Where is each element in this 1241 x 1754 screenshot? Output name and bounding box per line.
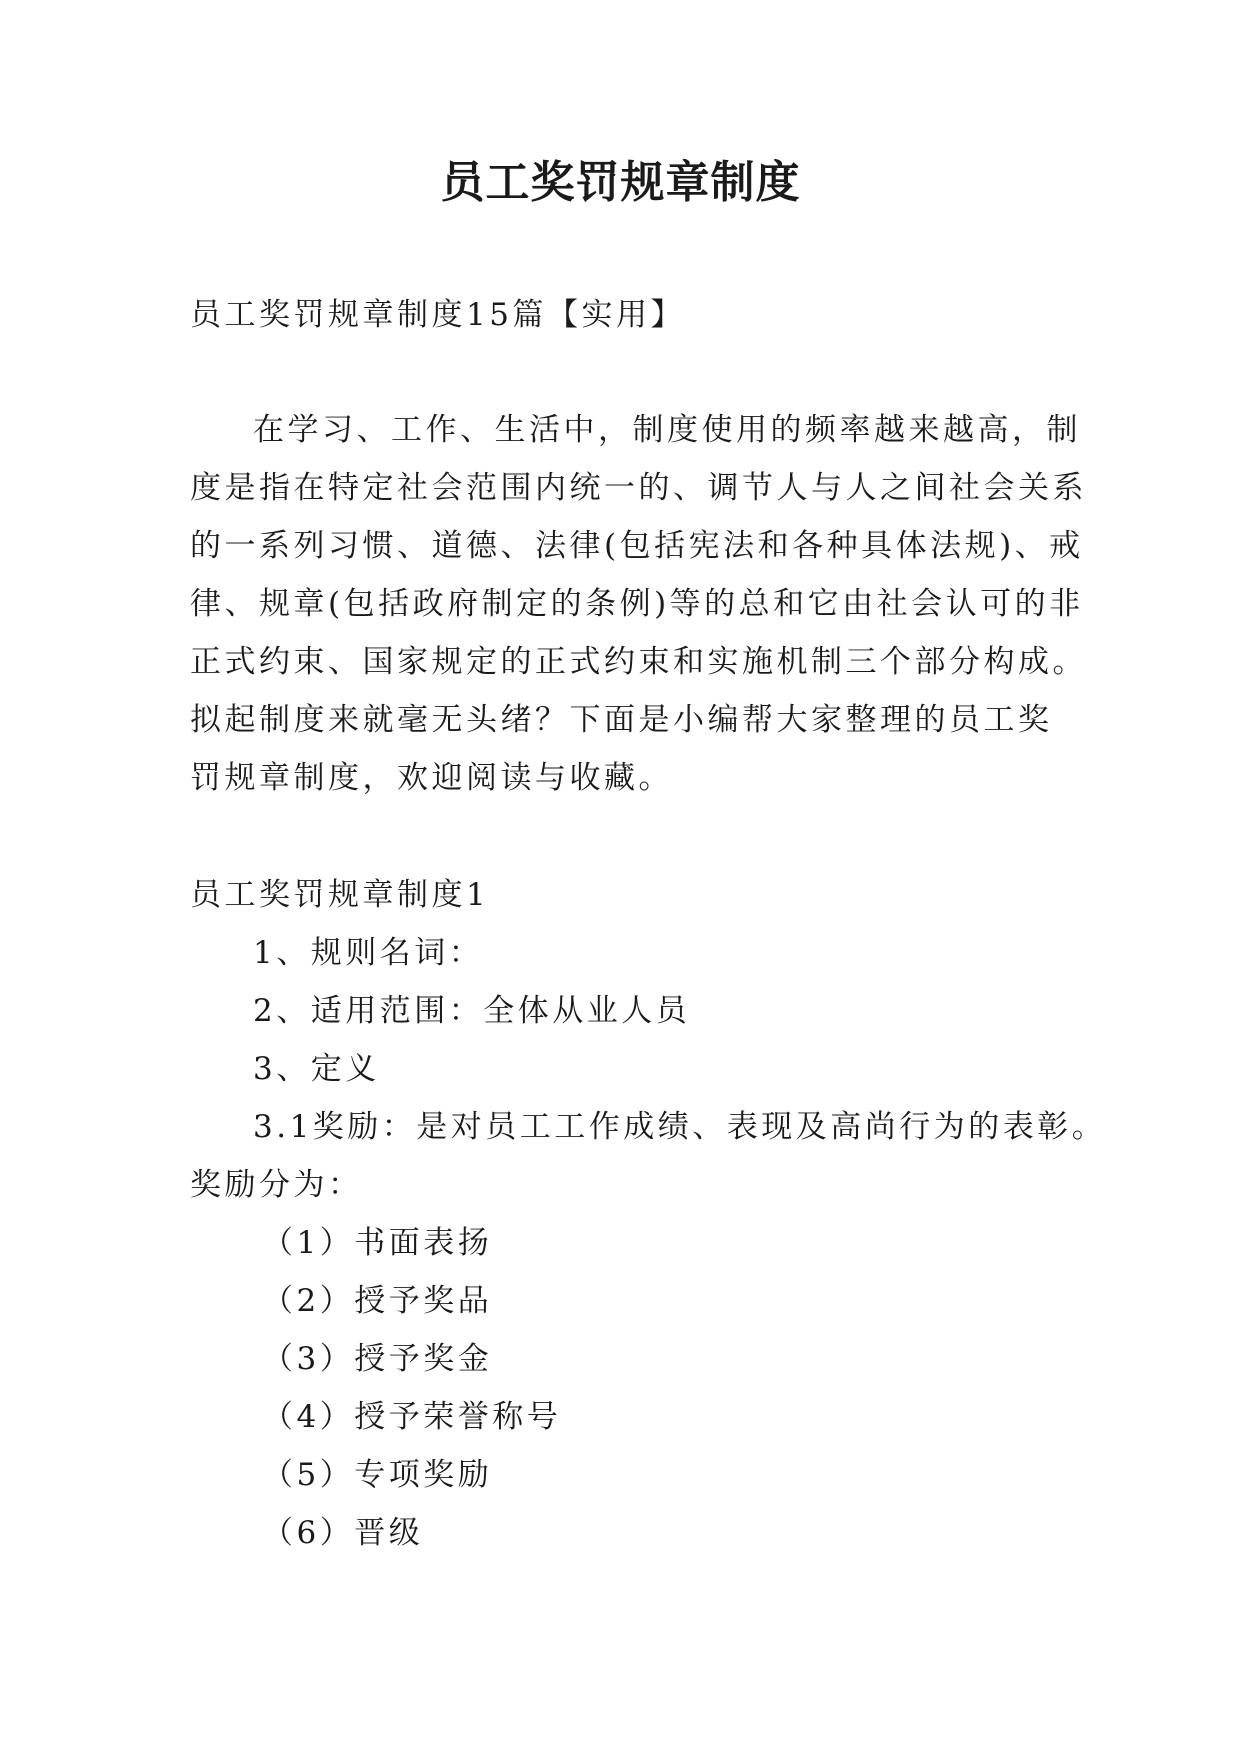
intro-line: 在学习、工作、生活中，制度使用的频率越来越高，制 xyxy=(253,412,1081,448)
reward-item: （5）专项奖励 xyxy=(262,1457,493,1493)
rule-item: 2、适用范围：全体从业人员 xyxy=(253,993,691,1029)
intro-line: 的一系列习惯、道德、法律(包括宪法和各种具体法规)、戒 xyxy=(190,528,1084,564)
rule-item: 3、定义 xyxy=(253,1051,380,1087)
section-heading: 员工奖罚规章制度1 xyxy=(190,877,490,913)
document-subtitle: 员工奖罚规章制度15篇【实用】 xyxy=(190,297,685,333)
document-title: 员工奖罚规章制度 xyxy=(440,157,801,208)
reward-item: （3）授予奖金 xyxy=(262,1341,493,1377)
intro-line: 拟起制度来就毫无头绪？下面是小编帮大家整理的员工奖 xyxy=(190,702,1053,738)
intro-line: 律、规章(包括政府制定的条例)等的总和它由社会认可的非 xyxy=(190,586,1084,622)
reward-item: （1）书面表扬 xyxy=(262,1225,493,1261)
rule-item: 1、规则名词： xyxy=(253,935,484,971)
reward-item: （6）晋级 xyxy=(262,1515,424,1551)
intro-line: 正式约束、国家规定的正式约束和实施机制三个部分构成。 xyxy=(190,644,1087,680)
intro-line: 度是指在特定社会范围内统一的、调节人与人之间社会关系 xyxy=(190,470,1087,506)
reward-item: （2）授予奖品 xyxy=(262,1283,493,1319)
intro-line: 罚规章制度，欢迎阅读与收藏。 xyxy=(190,760,673,796)
rule-item: 奖励分为： xyxy=(190,1167,363,1203)
reward-item: （4）授予荣誉称号 xyxy=(262,1399,562,1435)
rule-item: 3.1奖励：是对员工工作成绩、表现及高尚行为的表彰。 xyxy=(253,1109,1107,1145)
